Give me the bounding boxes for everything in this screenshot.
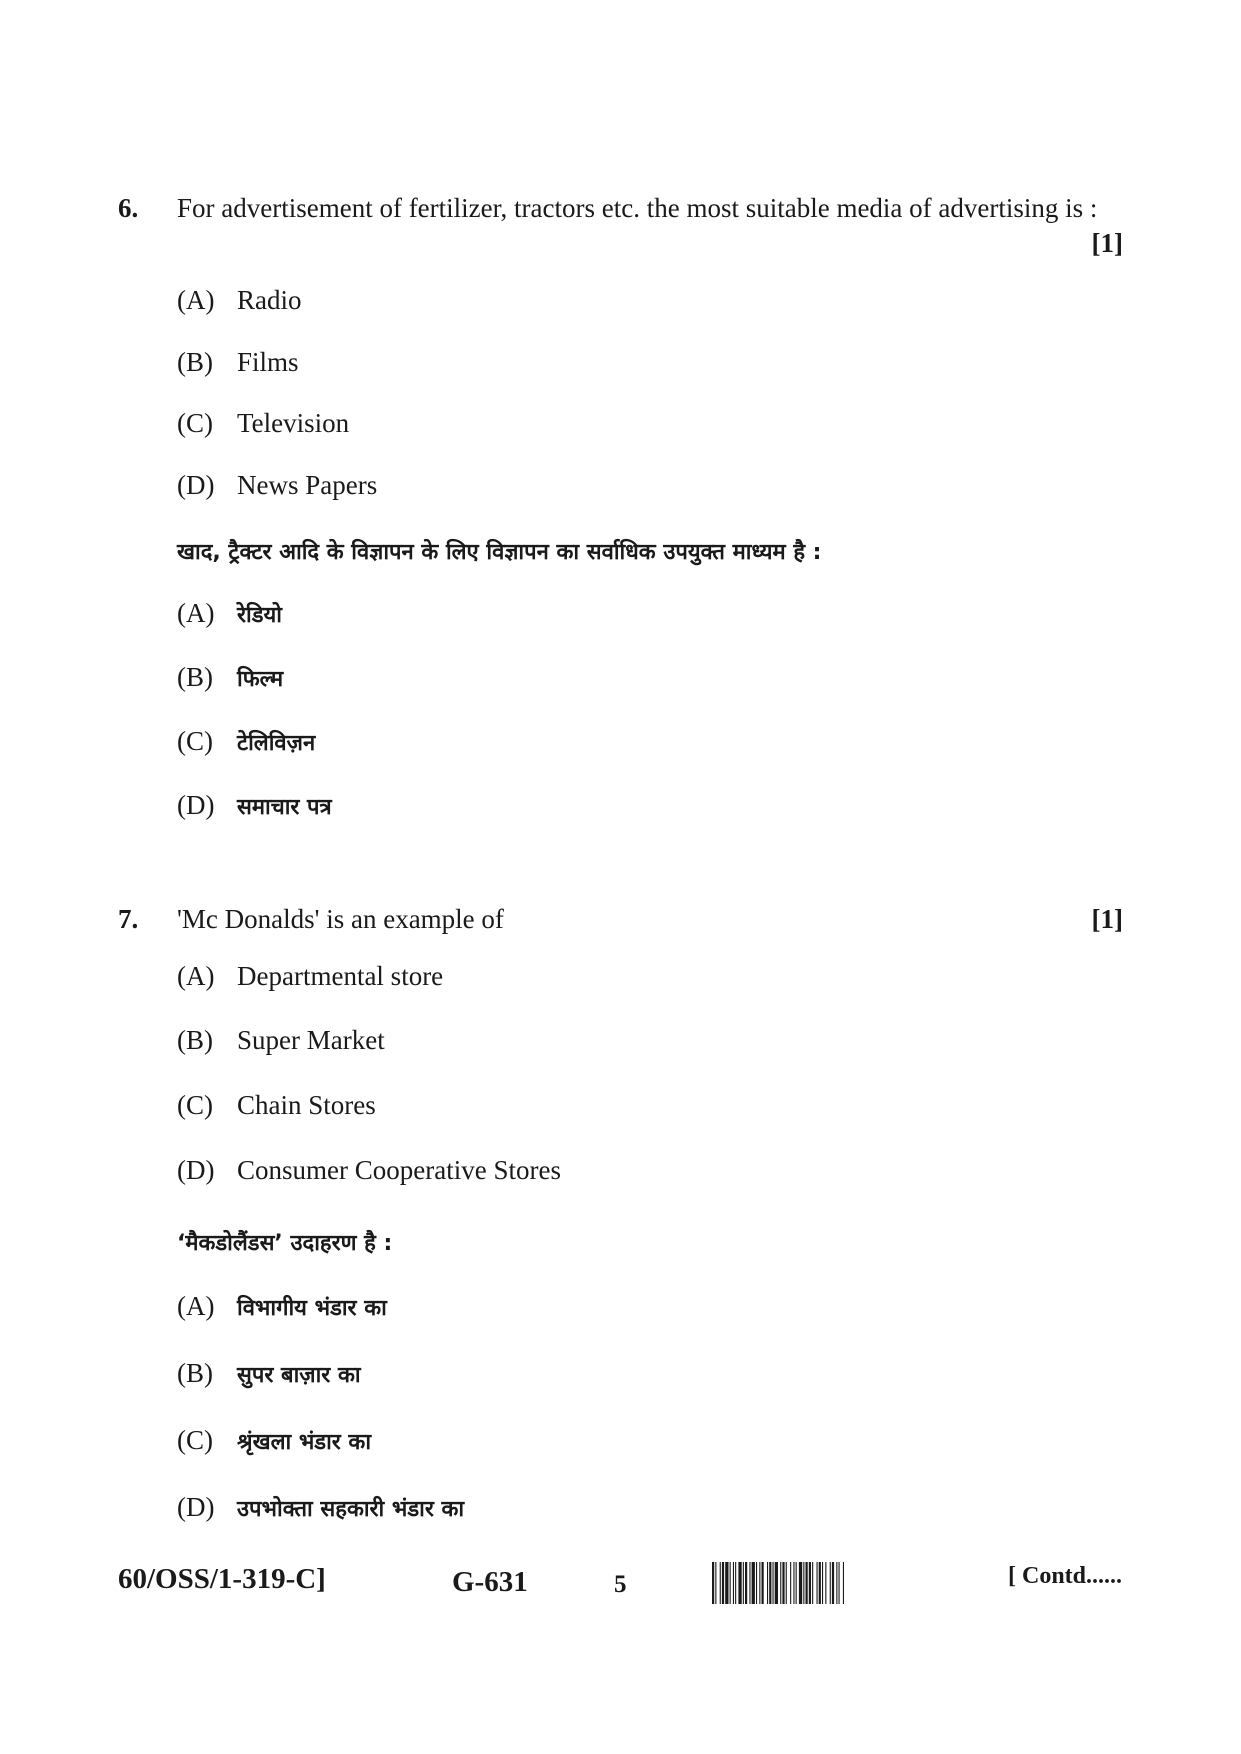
option-text: Consumer Cooperative Stores (237, 1155, 561, 1185)
question-text-hi: खाद, ट्रैक्टर आदि के विज्ञापन के लिए विज्ञापन का सर्वाधिक उपयुक्त माध्यम है : (177, 540, 822, 565)
option-text: Radio (237, 285, 302, 315)
continued-label: [ Contd...... (1008, 1563, 1123, 1589)
question-number: 7. (118, 904, 139, 934)
option-letter: (B) (177, 347, 213, 377)
option-letter: (D) (177, 790, 215, 820)
option-text: News Papers (237, 470, 378, 500)
question-text-en: 'Mc Donalds' is an example of (177, 904, 504, 934)
option-text: समाचार पत्र (237, 795, 332, 820)
option-a-en (177, 961, 443, 992)
option-letter: (A) (177, 961, 215, 991)
option-letter: (C) (177, 1090, 213, 1120)
option-letter: (A) (177, 285, 215, 315)
option-text: सुपर बाज़ार का (237, 1363, 361, 1388)
option-b-hi (177, 662, 283, 693)
option-letter: (A) (177, 1291, 215, 1321)
barcode-icon (712, 1562, 980, 1604)
option-a-en (177, 285, 302, 316)
option-c-hi (177, 726, 315, 757)
question-marks: [1] (1091, 228, 1123, 258)
option-c-en (177, 408, 349, 439)
option-text: टेलिविज़न (237, 731, 316, 756)
option-letter: (B) (177, 1358, 213, 1388)
option-d-hi (177, 1492, 464, 1523)
question-text-en: For advertisement of fertilizer, tractors etc. the most suitable media of advertising is : (177, 193, 1098, 223)
option-letter: (C) (177, 408, 213, 438)
option-a-hi (177, 598, 282, 629)
option-letter: (C) (177, 726, 213, 756)
option-text: Films (237, 347, 299, 377)
option-text: विभागीय भंडार का (237, 1296, 387, 1321)
option-c-hi (177, 1425, 371, 1456)
option-letter: (B) (177, 662, 213, 692)
option-letter: (C) (177, 1425, 213, 1455)
option-text: रेडियो (237, 603, 282, 628)
option-c-en (177, 1090, 376, 1121)
option-b-hi (177, 1358, 361, 1389)
option-letter: (A) (177, 598, 215, 628)
option-text: Television (237, 408, 350, 438)
option-text: उपभोक्ता सहकारी भंडार का (237, 1497, 465, 1522)
option-letter: (D) (177, 1155, 215, 1185)
option-b-en (177, 1025, 385, 1056)
question-text-hi: ‘मैकडोलैंडस’ उदाहरण है : (177, 1231, 393, 1256)
option-b-en (177, 347, 299, 378)
series-code: G-631 (452, 1566, 528, 1598)
option-letter: (B) (177, 1025, 213, 1055)
option-text: Departmental store (237, 961, 444, 991)
question-number: 6. (118, 193, 139, 223)
option-text: श्रृंखला भंडार का (237, 1430, 372, 1455)
option-text: Chain Stores (237, 1090, 376, 1120)
question-marks: [1] (1091, 904, 1123, 934)
paper-code: 60/OSS/1-319-C] (118, 1563, 326, 1595)
option-d-en (177, 470, 377, 501)
option-text: फिल्म (237, 667, 284, 692)
option-letter: (D) (177, 470, 215, 500)
option-d-hi (177, 790, 332, 821)
option-a-hi (177, 1291, 387, 1322)
option-letter: (D) (177, 1492, 215, 1522)
page-number: 5 (614, 1571, 627, 1598)
option-text: Super Market (237, 1025, 385, 1055)
option-d-en (177, 1155, 561, 1186)
